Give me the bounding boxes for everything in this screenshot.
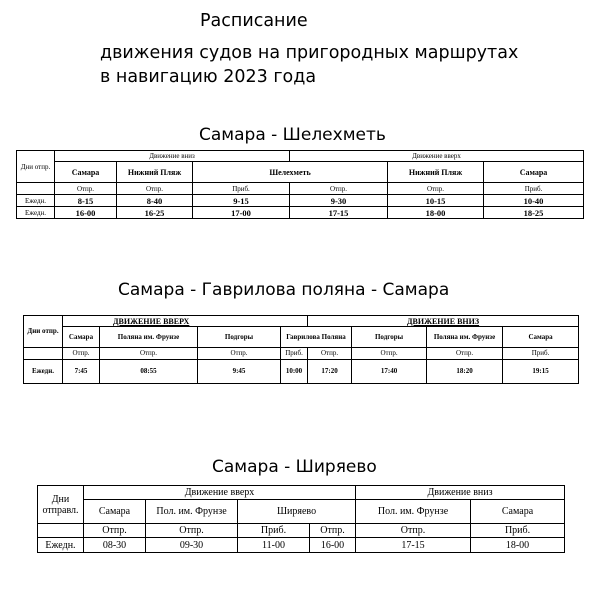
sub-header: Отпр. [84, 524, 146, 538]
stop-header: Подгоры [352, 327, 427, 348]
stop-header: Самара [484, 162, 584, 183]
sub-header: Отпр. [427, 348, 503, 360]
time-cell: 11-00 [238, 538, 310, 553]
day-cell: Ежедн. [24, 360, 63, 384]
sub-header: Приб. [471, 524, 565, 538]
time-cell: 08-30 [84, 538, 146, 553]
stop-header: Подгоры [198, 327, 281, 348]
time-cell: 8-15 [55, 195, 117, 207]
sub-header: Приб. [238, 524, 310, 538]
day-cell: Ежедн. [17, 195, 55, 207]
stop-header: Пол. им. Фрунзе [146, 500, 238, 524]
time-cell: 18-25 [484, 207, 584, 219]
time-cell: 17-00 [193, 207, 290, 219]
sub-header: Отпр. [146, 524, 238, 538]
stop-header: Ширяево [238, 500, 356, 524]
stop-header: Гаврилова Поляна [281, 327, 352, 348]
route-title-samara-gavrilova: Самара - Гаврилова поляна - Самара [118, 280, 450, 300]
stop-header: Шелехметь [193, 162, 388, 183]
sub-header: Отпр. [308, 348, 352, 360]
time-cell: 9-30 [290, 195, 388, 207]
time-cell: 09-30 [146, 538, 238, 553]
time-cell: 10-40 [484, 195, 584, 207]
stop-header: Самара [63, 327, 100, 348]
sub-header: Приб. [193, 183, 290, 195]
stop-header: Пол. им. Фрунзе [356, 500, 471, 524]
stop-header: Нижний Пляж [388, 162, 484, 183]
stop-header: Самара [84, 500, 146, 524]
day-cell: Ежедн. [17, 207, 55, 219]
direction-down-header: Движение вниз [55, 151, 290, 162]
direction-up-header: Движение вверх [84, 486, 356, 500]
table-row [24, 360, 579, 384]
table-row [17, 195, 584, 207]
time-cell: 7:45 [63, 360, 100, 384]
heading-line-3: в навигацию 2023 года [100, 67, 317, 87]
schedule-table-shelekhmet [16, 150, 584, 219]
time-cell: 18-00 [388, 207, 484, 219]
sub-header: Отпр. [290, 183, 388, 195]
time-cell: 19:15 [503, 360, 579, 384]
direction-up-header: ДВИЖЕНИЕ ВВЕРХ [63, 316, 308, 327]
sub-header: Отпр. [117, 183, 193, 195]
direction-up-header: Движение вверх [290, 151, 584, 162]
time-cell: 10:00 [281, 360, 308, 384]
route-title-samara-shiryaevo: Самара - Ширяево [212, 457, 377, 477]
stop-header: Самара [55, 162, 117, 183]
sub-header: Приб. [484, 183, 584, 195]
schedule-table-gavrilova [23, 315, 579, 384]
time-cell: 16-00 [55, 207, 117, 219]
time-cell: 17:40 [352, 360, 427, 384]
sub-header: Отпр. [352, 348, 427, 360]
direction-down-header: Движение вниз [356, 486, 565, 500]
days-header: Дни отправл. [38, 486, 84, 524]
table-row [17, 207, 584, 219]
stop-header: Поляна им. Фрунзе [100, 327, 198, 348]
time-cell: 18:20 [427, 360, 503, 384]
days-header: Дни отпр. [24, 316, 63, 348]
sub-header: Приб. [503, 348, 579, 360]
direction-down-header: ДВИЖЕНИЕ ВНИЗ [308, 316, 579, 327]
time-cell: 10-15 [388, 195, 484, 207]
time-cell: 17-15 [356, 538, 471, 553]
table-row [38, 538, 565, 553]
schedule-table-shiryaevo [37, 485, 565, 553]
days-header: Дни отпр. [17, 151, 55, 183]
route-title-samara-shelekhmet: Самара - Шелехметь [199, 125, 386, 145]
time-cell: 9:45 [198, 360, 281, 384]
sub-header: Отпр. [310, 524, 356, 538]
time-cell: 8-40 [117, 195, 193, 207]
time-cell: 08:55 [100, 360, 198, 384]
sub-header-empty [17, 183, 55, 195]
stop-header: Нижний Пляж [117, 162, 193, 183]
time-cell: 16-25 [117, 207, 193, 219]
sub-header-empty [24, 348, 63, 360]
time-cell: 18-00 [471, 538, 565, 553]
time-cell: 9-15 [193, 195, 290, 207]
heading-line-2: движения судов на пригородных маршрутах [100, 43, 519, 63]
time-cell: 16-00 [310, 538, 356, 553]
heading-line-1: Расписание [200, 11, 308, 31]
time-cell: 17-15 [290, 207, 388, 219]
time-cell: 17:20 [308, 360, 352, 384]
sub-header: Отпр. [100, 348, 198, 360]
sub-header: Отпр. [356, 524, 471, 538]
day-cell: Ежедн. [38, 538, 84, 553]
sub-header-empty [38, 524, 84, 538]
sub-header: Отпр. [198, 348, 281, 360]
stop-header: Поляна им. Фрунзе [427, 327, 503, 348]
stop-header: Самара [471, 500, 565, 524]
sub-header: Отпр. [388, 183, 484, 195]
stop-header: Самара [503, 327, 579, 348]
sub-header: Отпр. [63, 348, 100, 360]
sub-header: Отпр. [55, 183, 117, 195]
sub-header: Приб. [281, 348, 308, 360]
